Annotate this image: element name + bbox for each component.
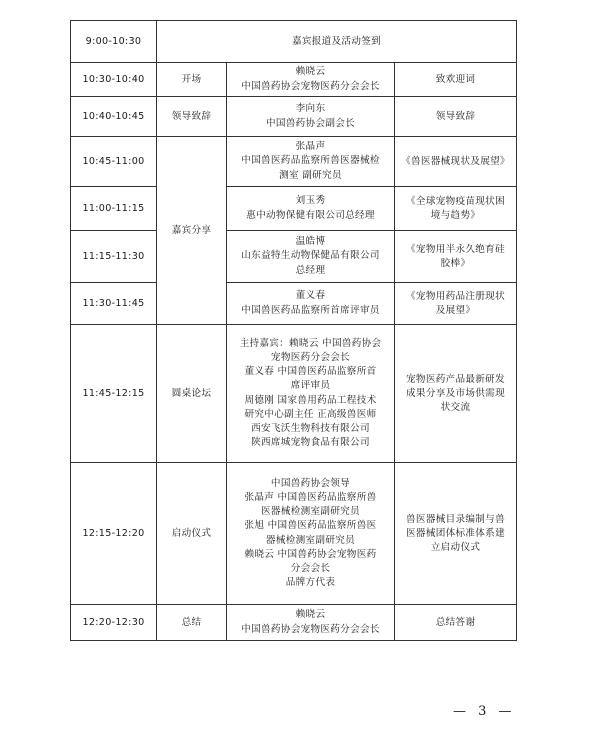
topic-line: 《全球宠物疫苗现状困: [406, 195, 505, 207]
time-cell: 9:00-10:30: [71, 21, 157, 63]
segment-cell: 领导致辞: [157, 97, 227, 137]
topic-cell: 致欢迎词: [395, 63, 517, 97]
speaker-line: 张晶声 中国兽医药品监察所兽: [244, 491, 377, 503]
topic-cell: [395, 283, 517, 325]
speaker-line: 中国兽药协会宠物医药分会会长: [241, 80, 380, 92]
table-row: [71, 187, 517, 231]
topic-line: 立启动仪式: [430, 541, 481, 553]
speaker-line: 中国兽医药品监察所兽医器械检: [241, 155, 380, 167]
table-row: [71, 63, 517, 97]
topic-line: 成果分享及市场供需现: [406, 387, 505, 399]
speaker-line: 中国兽药协会副会长: [265, 117, 356, 129]
time-cell: 11:30-11:45: [71, 283, 157, 325]
time-cell: 10:40-10:45: [71, 97, 157, 137]
speaker-line: 席评审员: [290, 380, 331, 392]
table-row: [71, 605, 517, 641]
time-cell: 12:20-12:30: [71, 605, 157, 641]
speaker-cell: [227, 231, 395, 283]
time-cell: 10:45-11:00: [71, 137, 157, 187]
table-row: [71, 325, 517, 463]
speaker-line: 陕西席城宠物食品有限公司: [251, 437, 370, 449]
segment-cell: 圆桌论坛: [157, 325, 227, 463]
topic-line: 《宠物用半永久绝育硅: [406, 243, 505, 255]
speaker-line: 董义春: [295, 290, 326, 302]
time-cell: 12:15-12:20: [71, 463, 157, 605]
speaker-cell: [227, 325, 395, 463]
table-row: [71, 97, 517, 137]
segment-cell: 总结: [157, 605, 227, 641]
speaker-line: 品牌方代表: [285, 577, 336, 589]
time-cell: 10:30-10:40: [71, 63, 157, 97]
speaker-line: 测室 副研究员: [279, 169, 342, 181]
topic-line: 医器械团体标准体系建: [406, 527, 505, 539]
topic-cell: [395, 463, 517, 605]
speaker-line: 中国兽药协会宠物医药分会会长: [241, 623, 380, 635]
topic-line: 兽医器械目录编制与兽: [406, 513, 505, 525]
speaker-cell: [227, 63, 395, 97]
table-row: [71, 137, 517, 187]
speaker-cell: [227, 463, 395, 605]
topic-cell: [395, 325, 517, 463]
segment-cell: 嘉宾分享: [157, 137, 227, 325]
topic-line: 及展望》: [435, 304, 476, 316]
speaker-line: 温皓博: [295, 236, 326, 248]
merged-cell: 嘉宾报道及活动签到: [157, 21, 517, 63]
speaker-line: 李向东: [295, 103, 326, 115]
speaker-line: 赖晓云 中国兽药协会宠物医药: [244, 548, 377, 560]
speaker-line: 赖晓云: [295, 66, 326, 78]
speaker-line: 总经理: [295, 264, 326, 276]
topic-line: 宠物医药产品最新研发: [406, 373, 505, 385]
speaker-line: 研究中心副主任 正高级兽医师: [244, 408, 377, 420]
time-cell: 11:00-11:15: [71, 187, 157, 231]
speaker-line: 山东益特生动物保健品有限公司: [241, 250, 380, 262]
speaker-cell: [227, 187, 395, 231]
topic-cell: [395, 231, 517, 283]
time-cell: 11:45-12:15: [71, 325, 157, 463]
topic-cell: 总结答谢: [395, 605, 517, 641]
table-row: [71, 231, 517, 283]
speaker-line: 器械检测室副研究员: [265, 534, 356, 546]
speaker-line: 周德刚 国家兽用药品工程技术: [244, 394, 377, 406]
table-row: [71, 283, 517, 325]
speaker-line: 医器械检测室副研究员: [261, 506, 360, 518]
speaker-line: 西安飞沃生物科技有限公司: [251, 422, 370, 434]
speaker-line: 中国兽医药品监察所首席评审员: [241, 304, 380, 316]
speaker-line: 分会会长: [290, 562, 331, 574]
speaker-line: 主持嘉宾：赖晓云 中国兽药协会: [239, 337, 382, 349]
topic-cell: 领导致辞: [395, 97, 517, 137]
table-row: [71, 21, 517, 63]
speaker-line: 董义春 中国兽医药品监察所首: [244, 366, 377, 378]
time-cell: 11:15-11:30: [71, 231, 157, 283]
speaker-line: 赖晓云: [295, 609, 326, 621]
topic-line: 胶棒》: [440, 257, 471, 269]
speaker-cell: [227, 283, 395, 325]
speaker-line: 宠物医药分会会长: [270, 351, 351, 363]
speaker-line: 刘玉秀: [295, 195, 326, 207]
segment-cell: 启动仪式: [157, 463, 227, 605]
segment-cell: 开场: [157, 63, 227, 97]
page-number: — 3 —: [453, 704, 516, 719]
topic-cell: 《兽医器械现状及展望》: [395, 137, 517, 187]
topic-line: 《宠物用药品注册现状: [406, 290, 505, 302]
speaker-line: 惠中动物保健有限公司总经理: [246, 209, 375, 221]
speaker-cell: [227, 605, 395, 641]
speaker-cell: [227, 97, 395, 137]
topic-cell: [395, 187, 517, 231]
speaker-line: 中国兽药协会领导: [270, 477, 351, 489]
table-row: [71, 463, 517, 605]
agenda-table: [70, 20, 517, 641]
speaker-line: 张旭 中国兽医药品监察所兽医: [244, 520, 377, 532]
topic-line: 状交流: [440, 401, 471, 413]
speaker-cell: [227, 137, 395, 187]
speaker-line: 张晶声: [295, 141, 326, 153]
topic-line: 境与趋势》: [430, 209, 481, 221]
